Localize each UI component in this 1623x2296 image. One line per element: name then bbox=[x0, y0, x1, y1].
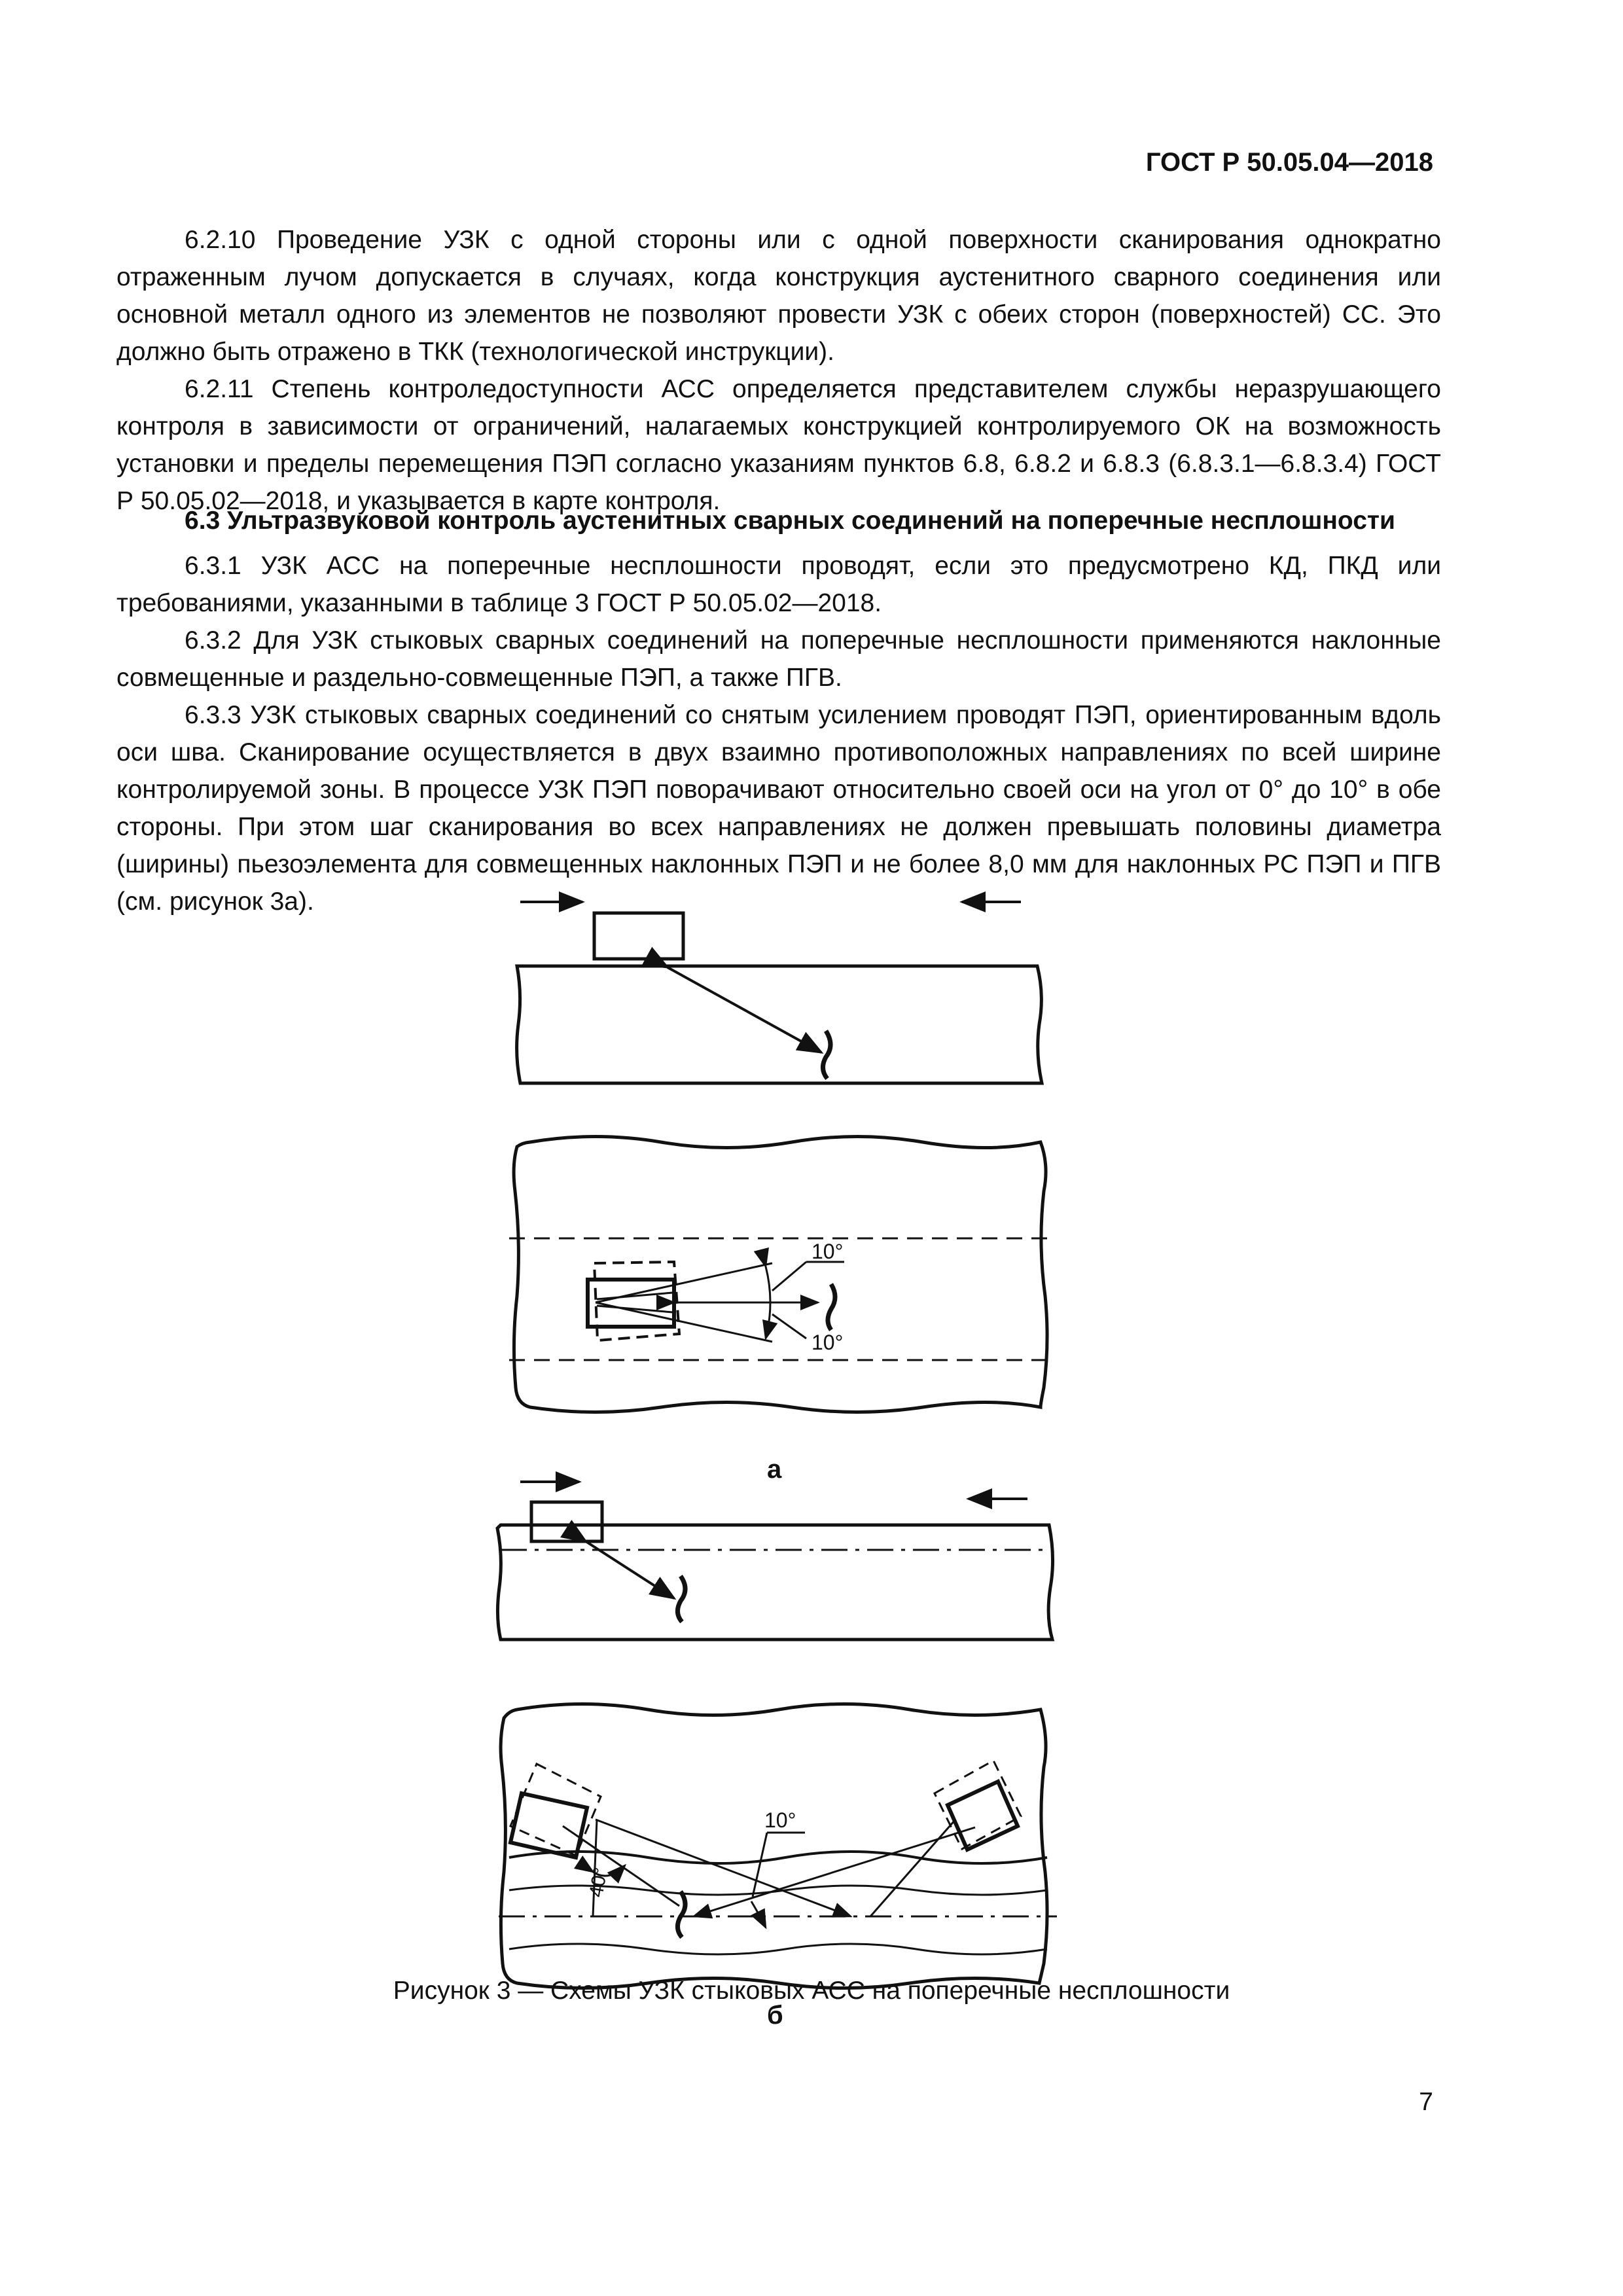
angle-label-40-b: 40° bbox=[585, 1865, 612, 1899]
flaw-mark bbox=[823, 1031, 830, 1079]
paragraph-6-3-3: 6.3.3 УЗК стыковых сварных соединений со снятым усилением проводят ПЭП, ориентированным вдоль оси шва. Сканирование осуществляется в двух взаимно противоположных направлениях по всей ширине контролируемой зоны. В процессе УЗК ПЭП поворачивают относительно своей оси на угол от 0° до 10° в обе стороны. При этом шаг сканирования во всех направлениях не должен превышать половины диаметра (ширины) пьезоэлемента для совмещенных наклонных ПЭП и не более 8,0 мм для наклонных РС ПЭП и ПГВ (см. рисунок 3а). bbox=[116, 701, 1441, 916]
page-number: 7 bbox=[1419, 2088, 1433, 2116]
figure-a-side-view bbox=[517, 902, 1042, 1083]
figure-b-side-view bbox=[497, 1482, 1053, 1640]
text-block-top bbox=[116, 221, 1441, 520]
figure-3 bbox=[0, 870, 1623, 2108]
paragraph-6-2-10: 6.2.10 Проведение УЗК с одной стороны или с одной поверхности сканирования однократно отраженным лучом допускается в случаях, когда конструкция аустенитного сварного соединения или основной металл одного из элементов не позволяют провести УЗК с обеих сторон (поверхностей) СС. Это должно быть отражено в ТКК (технологической инструкции). bbox=[116, 226, 1441, 366]
figure-caption: Рисунок 3 — Схемы УЗК стыковых АСС на поперечные несплошности bbox=[393, 1977, 1230, 2005]
beam-right-2 bbox=[870, 1820, 955, 1916]
document-code: ГОСТ Р 50.05.04—2018 bbox=[1145, 148, 1433, 177]
beam-left-2 bbox=[596, 1820, 851, 1916]
probe-rect bbox=[594, 913, 683, 959]
flaw-mark-plan-b bbox=[677, 1892, 685, 1937]
paragraph-6-2-11: 6.2.11 Степень контроледоступности АСС определяется представителем службы неразрушающего контроля в зависимости от ограничений, налагаемых конструкцией контролируемого ОК на возможность установки и пределы перемещения ПЭП согласно указаниям пунктов 6.8, 6.8.2 и 6.8.3 (6.8.3.1—6.8.3.4) ГОСТ Р 50.05.02—2018, и указывается в карте контроля. bbox=[116, 375, 1441, 515]
paragraph-6-3-1: 6.3.1 УЗК АСС на поперечные несплошности проводят, если это предусмотрено КД, ПКД или требованиями, указанными в таблице 3 ГОСТ Р 50.05.02—2018. bbox=[116, 552, 1441, 617]
specimen-side bbox=[517, 966, 1042, 1083]
angle-label-10-b: 10° bbox=[764, 1808, 796, 1832]
weld-edge-lower-b bbox=[509, 1944, 1047, 1954]
weld-edge-upper-b bbox=[509, 1852, 1047, 1863]
flaw-mark-b bbox=[677, 1576, 685, 1622]
angle-arc-10 bbox=[751, 1901, 766, 1928]
angle-leader-lower bbox=[772, 1314, 806, 1338]
beam-left-1 bbox=[563, 1826, 679, 1906]
probe-rect-b bbox=[531, 1502, 602, 1541]
section-6-3 bbox=[116, 502, 1441, 920]
figure-b-plan-view bbox=[499, 1704, 1057, 1988]
figure-a-plan-view bbox=[509, 1137, 1047, 1412]
angle-label-lower: 10° bbox=[812, 1331, 844, 1354]
flaw-mark-plan bbox=[828, 1284, 835, 1330]
angle-label-upper: 10° bbox=[812, 1240, 844, 1263]
paragraph-6-3-2: 6.3.2 Для УЗК стыковых сварных соединений на поперечные несплошности применяются наклонные совмещенные и раздельно-совмещенные ПЭП, а также ПГВ. bbox=[116, 626, 1441, 692]
figure-label-b: б bbox=[767, 2001, 783, 2030]
angle-leader-10 bbox=[753, 1833, 767, 1897]
angle-leader-upper bbox=[772, 1262, 806, 1291]
section-title: 6.3 Ультразвуковой контроль аустенитных сварных соединений на поперечные несплошности bbox=[185, 507, 1395, 535]
probe-left-b bbox=[510, 1793, 587, 1857]
figure-label-a: а bbox=[767, 1455, 782, 1484]
ultrasound-beam bbox=[668, 967, 821, 1052]
figure-3-svg bbox=[0, 870, 1623, 2108]
